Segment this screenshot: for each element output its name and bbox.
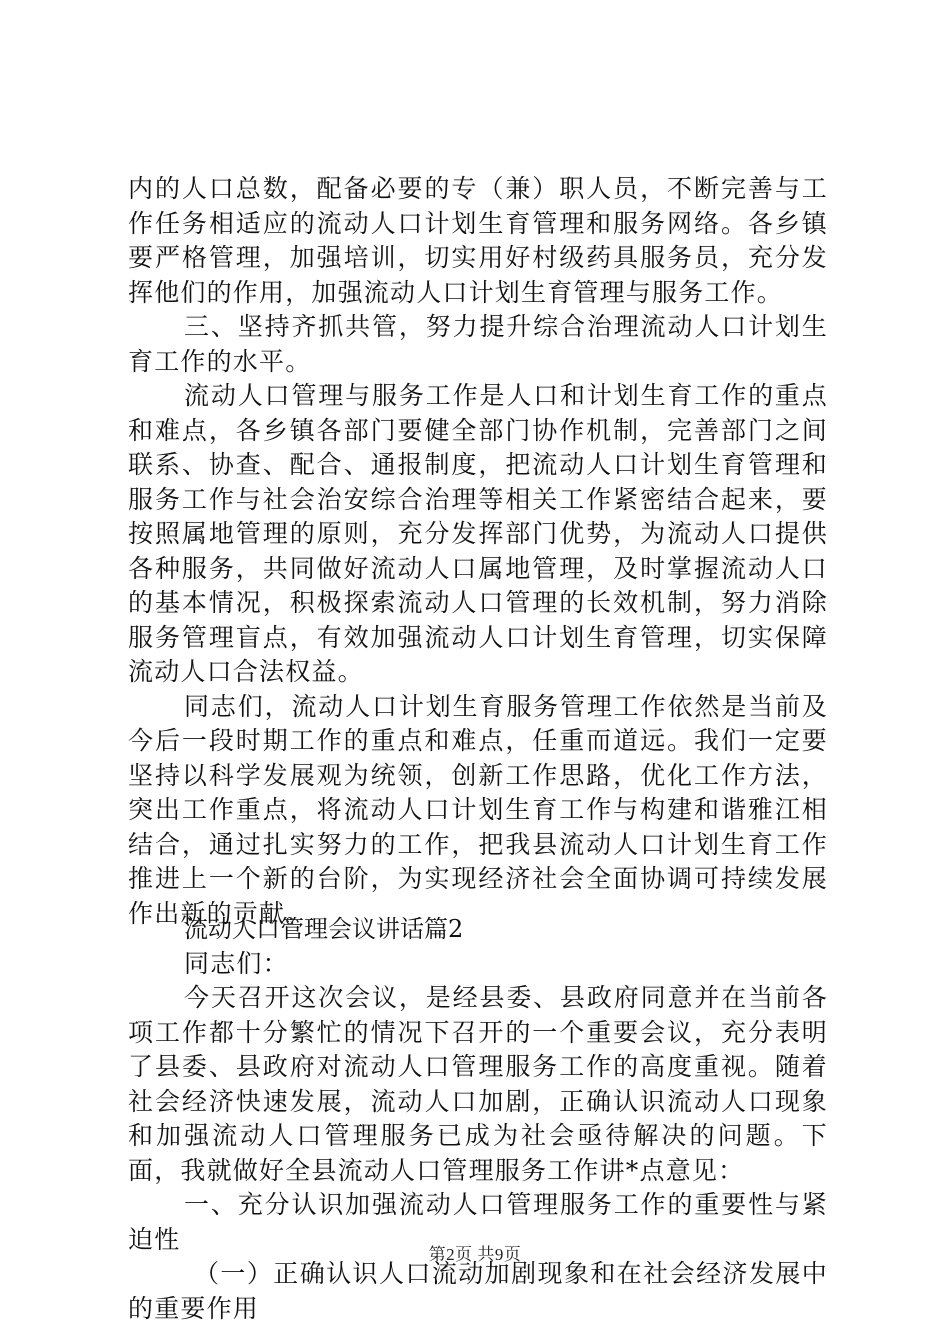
paragraph-closing: 同志们，流动人口计划生育服务管理工作依然是当前及今后一段时期工作的重点和难点，任重而道远。我们一定要坚持以科学发展观为统领，创新工作思路，优化工作方法，突出工作重点，将流动人口计划生育工作与构建和谐雅江相结合，通过扎实努力的工作，把我县流动人口计划生育工作推进上一个新的台阶，为实现经济社会全面协调可持续发展作出新的贡献。 [128, 691, 828, 928]
greeting: 同志们： [184, 948, 289, 978]
paragraph-opening: 今天召开这次会议，是经县委、县政府同意并在当前各项工作都十分繁忙的情况下召开的一个重要会议，充分表明了县委、县政府对流动人口管理服务工作的高度重视。随着社会经济快速发展，流动人口加剧，正确认识流动人口现象和加强流动人口管理服务已成为社会亟待解决的问题。下面，我就做好全县流动人口管理服务工作讲*点意见： [128, 983, 828, 1185]
page-footer: 第2页 共9页 [428, 1245, 522, 1264]
subsection-heading-one: （一）正确认识人口流动加剧现象和在社会经济发展中的重要作用 [128, 1259, 828, 1323]
section-one-body [128, 172, 828, 931]
paragraph-continuation: 内的人口总数，配备必要的专（兼）职人员，不断完善与工作任务相适应的流动人口计划生育管理和服务网络。各乡镇要严格管理，加强培训，切实用好村级药具服务员，充分发挥他们的作用，加强流动人口计划生育管理与服务工作。 [128, 174, 828, 307]
section-heading-one: 一、充分认识加强流动人口管理服务工作的重要性与紧迫性 [128, 1190, 828, 1254]
paragraph-floating-population: 流动人口管理与服务工作是人口和计划生育工作的重点和难点，各乡镇各部门要健全部门协作机制，完善部门之间联系、协查、配合、通报制度，把流动人口计划生育管理和服务工作与社会治安综合治理等相关工作紧密结合起来，要按照属地管理的原则，充分发挥部门优势，为流动人口提供各种服务，共同做好流动人口属地管理，及时掌握流动人口的基本情况，积极探索流动人口管理的长效机制，努力消除服务管理盲点，有效加强流动人口计划生育管理，切实保障流动人口合法权益。 [128, 381, 828, 686]
section-heading-three: 三、坚持齐抓共管，努力提升综合治理流动人口计划生育工作的水平。 [128, 312, 828, 376]
speech-title: 流动人口管理会议讲话篇2 [184, 915, 464, 943]
